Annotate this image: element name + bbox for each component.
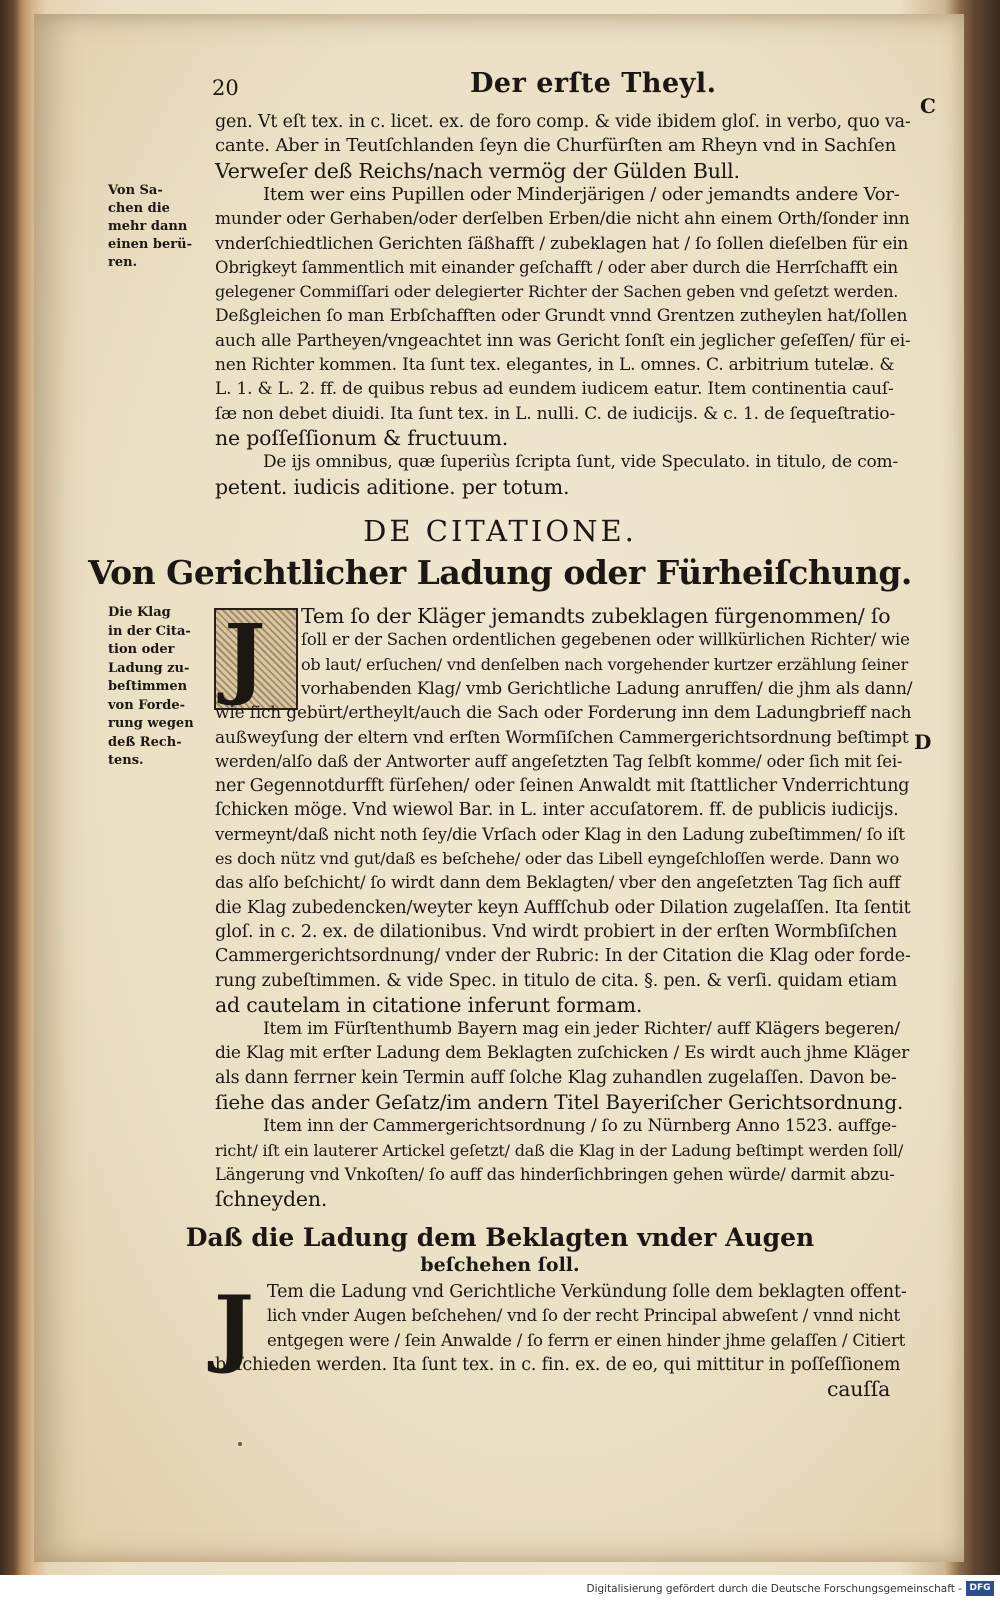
text-line: die Klag mit erſter Ladung dem Beklagten zuſchicken / Es wirdt auch jhme Kläger [215, 1043, 910, 1064]
text-line: richt/ iſt ein lauterer Artickel geſetzt/ daß die Klag in der Ladung beſtimpt werden ſoll/ [215, 1140, 904, 1160]
text-line: rung zubeſtimmen. & vide Spec. in titulo de cita. §. pen. & verſi. quidam etiam [215, 970, 898, 991]
initial-letter: J [224, 604, 266, 708]
text-line: Verweſer deß Reichs/nach vermög der Gülden Bull. [215, 158, 740, 183]
ink-speck [238, 1442, 242, 1446]
text-line: das alſo beſchicht/ ſo wirdt dann dem Beklagten/ vber den angeſetzten Tag ſich auff [215, 873, 901, 893]
text-line: ſoll er der Sachen ordentlichen gegebenen oder willkürlichen Richter/ wie [301, 630, 910, 650]
text-line: ſchicken möge. Vnd wiewol Bar. in L. inter accuſatorem. ff. de publicis iudicijs. [215, 800, 899, 821]
text-line: gloſ. in c. 2. ex. de dilationibus. Vnd wirdt probiert in der erſten Wormbſiſchen [215, 921, 897, 942]
text-line: ne poſſeſſionum & fructuum. [215, 425, 509, 450]
heading-german: Von Gerichtlicher Ladung oder Fürheiſchung. [88, 553, 912, 592]
text-line: Item wer eins Pupillen oder Minderjärigen / oder jemandts andere Vor- [263, 183, 900, 205]
footer-credit: Digitalisierung gefördert durch die Deutsche Forschungsgemeinschaft - [586, 1583, 962, 1595]
initial-letter-2: J [214, 1277, 254, 1376]
signature-mark-d: D [914, 730, 932, 754]
text-line: ad cautelam in citatione inferunt formam. [215, 992, 643, 1017]
text-line: auch alle Partheyen/vngeachtet inn was Gericht ſonſt ein jeglicher geſeſſen/ für ei- [215, 330, 911, 351]
margin-note-line: ren. [108, 255, 138, 270]
text-line: als dann ferrner kein Termin auff ſolche Klag zuhandlen zugelaſſen. Davon be- [215, 1067, 897, 1088]
text-line: ſiehe das ander Geſatz/im andern Titel Bayeriſcher Gerichtsordnung. [215, 1090, 904, 1114]
margin-note-line: einen berü- [108, 237, 192, 252]
text-line: vermeynt/daß nicht noth ſey/die Vrſach oder Klag in den Ladung zubeſtimmen/ ſo iſt [215, 824, 905, 844]
text-line: munder oder Gerhaben/oder derſelben Erben/die nicht ahn einem Orth/ſonder inn [215, 209, 910, 230]
margin-note-line: tion oder [108, 642, 175, 657]
dfg-logo: DFG [966, 1581, 994, 1596]
text-line: ner Gegennotdurfft fürſehen/ oder ſeinen Anwaldt mit ſtattlicher Vnderrichtung [215, 776, 910, 797]
text-line: Cammergerichtsordnung/ vnder der Rubric: In der Citation die Klag oder forde- [215, 946, 911, 967]
page-number: 20 [212, 76, 239, 100]
margin-note-line: tens. [108, 753, 144, 768]
margin-note-line: Ladung zu- [108, 660, 190, 676]
margin-note-line: Die Klag [108, 605, 171, 620]
subheading-line-2: beſchehen ſoll. [420, 1254, 580, 1276]
running-head: Der erſte Theyl. [470, 68, 717, 99]
margin-note-line: chen die [108, 201, 170, 216]
footer-bar [0, 1575, 1000, 1612]
margin-note-line: mehr dann [108, 219, 188, 234]
text-line: petent. iudicis aditione. per totum. [215, 474, 570, 499]
text-line: gen. Vt eſt tex. in c. licet. ex. de foro comp. & vide ibidem gloſ. in verbo, quo va- [215, 112, 911, 132]
text-line: L. 1. & L. 2. ff. de quibus rebus ad eundem iudicem eatur. Item continentia cauſ- [215, 379, 894, 400]
decorated-initial-1 [214, 604, 298, 710]
margin-note-line: deß Rech- [108, 734, 182, 750]
margin-note-line: von Forde- [108, 697, 185, 713]
text-line: Obrigkeyt ſammentlich mit einander geſchafft / oder aber durch die Herrſchafft ein [215, 257, 898, 277]
text-line: Item inn der Cammergerichtsordnung / ſo zu Nürnberg Anno 1523. auffge- [263, 1116, 897, 1137]
text-line: ob laut/ erſuchen/ vnd denſelben nach vorgehender kurtzer erzählung ſeiner [301, 654, 909, 674]
text-line: entgegen were / ſein Anwalde / ſo ferrn er einen hinder jhme gelaſſen / Citiert [267, 1330, 906, 1350]
text-line: gelegener Commiſſari oder delegierter Richter der Sachen geben vnd geſetzt werden. [215, 282, 899, 302]
text-line: ſæ non debet diuidi. Ita ſunt tex. in L. nulli. C. de iudicijs. & c. 1. de ſequeſtratio- [215, 403, 895, 424]
text-line: Item im Fürſtenthumb Bayern mag ein jeder Richter/ auff Klägers begeren/ [263, 1019, 900, 1040]
margin-note-line: in der Cita- [108, 623, 191, 639]
text-line: nen Richter kommen. Ita ſunt tex. elegantes, in L. omnes. C. arbitrium tutelæ. & [215, 355, 895, 375]
text-line: De ijs omnibus, quæ ſuperiùs ſcripta ſunt, vide Speculato. in titulo, de com- [263, 452, 899, 473]
margin-note-line: rung wegen [108, 716, 194, 731]
subheading: Daß die Ladung dem Beklagten vnder Augen [185, 1223, 815, 1252]
text-line: Längerung vnd Vnkoſten/ ſo auff das hinderſichbringen gehen würde/ darmit abzu- [215, 1164, 895, 1184]
text-line: außweyſung der eltern vnd erſten Wormſiſchen Cammergerichtsordnung beſtimpt [215, 727, 909, 748]
heading-latin: DE CITATIONE. [363, 514, 637, 548]
text-line: wie ſich gebürt/ertheylt/auch die Sach oder Forderung inn dem Ladungbrieff nach [215, 703, 912, 724]
margin-note-line: beſtimmen [108, 679, 188, 694]
margin-note-line: Von Sa- [108, 183, 163, 198]
text-line: vnderſchiedtlichen Gerichten ſäßhafft / zubeklagen hat / ſo ſollen dieſelben für ein [215, 233, 909, 254]
text-line: beſchieden werden. Ita ſunt tex. in c. fin. ex. de eo, qui mittitur in poſſeſſionem [215, 1354, 901, 1375]
text-line: Tem die Ladung vnd Gerichtliche Verkündung ſolle dem beklagten offent- [267, 1282, 907, 1302]
text-line: lich vnder Augen beſchehen/ vnd ſo der recht Principal abweſent / vnnd nicht [267, 1306, 900, 1326]
text-line: vorhabenden Klag/ vmb Gerichtliche Ladung anruffen/ die jhm als dann/ [301, 678, 913, 699]
text-line: es doch nütz vnd gut/daß es beſchehe/ oder das Libell eyngeſchloſſen werde. Dann wo [215, 849, 900, 868]
text-line: ſchneyden. [215, 1187, 328, 1212]
text-line: Tem ſo der Kläger jemandts zubeklagen fürgenommen/ ſo [301, 604, 891, 628]
text-line: Deßgleichen ſo man Erbſchafften oder Grundt vnnd Grentzen zutheylen hat/ſollen [215, 306, 908, 327]
signature-mark-c: C [920, 94, 936, 118]
text-line: die Klag zubedencken/weyter keyn Auffſchub oder Dilation zugelaſſen. Ita ſentit [215, 897, 911, 918]
text-line: cauſſa [827, 1377, 891, 1402]
text-line: werden/alſo daß der Antworter auff angeſetzten Tag ſelbſt komme/ oder ſich mit ſei- [215, 751, 903, 771]
text-line: cante. Aber in Teutſchlanden ſeyn die Churfürſten am Rheyn vnd in Sachſen [215, 135, 896, 157]
